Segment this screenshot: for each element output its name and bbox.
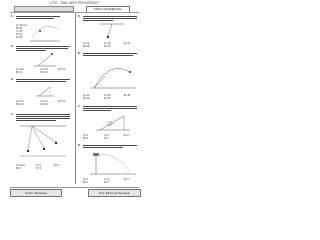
question-8-diagram xyxy=(90,150,136,176)
footer-divider xyxy=(10,187,139,188)
question-7-text-line xyxy=(83,110,111,111)
question-5-text-line xyxy=(83,20,113,21)
question-2-text-line xyxy=(16,48,68,49)
question-3-diagram xyxy=(36,84,54,98)
question-7-option-d: D) 7 xyxy=(104,137,109,140)
question-3-option-d: D) 5√3 xyxy=(40,103,48,106)
question-8-option-a: A) 3 xyxy=(83,178,88,181)
question-4-option-a: A) 4m/s xyxy=(16,164,25,167)
question-3-option-c: C) 4√3 xyxy=(40,100,48,103)
question-1-option-b: B) 30 xyxy=(16,27,23,30)
question-5-number: 5. xyxy=(78,14,81,18)
footer-teacher-label: Prof. Efraín de Pomarejo xyxy=(88,189,141,197)
question-4-option-b: B) 6 xyxy=(16,167,21,170)
question-3-number: 3. xyxy=(11,77,14,81)
question-1-option-d: D) 40 xyxy=(16,33,23,36)
question-3-text-line xyxy=(16,81,66,82)
question-8-text-line xyxy=(83,145,137,146)
question-5-text-line xyxy=(83,18,137,19)
question-7-text-line xyxy=(83,106,137,107)
question-6-text-line xyxy=(83,55,133,56)
question-3-option-e: E) 6√3 xyxy=(58,100,66,103)
question-6-diagram xyxy=(90,58,136,92)
question-2-text-line xyxy=(16,50,46,51)
question-1-option-e: E) 50 xyxy=(16,36,23,39)
question-7-option-c: C) 6 xyxy=(104,134,109,137)
subject-label: FÍSICA ELEMENTAL xyxy=(86,6,130,13)
question-2-option-a: A) 3√3 xyxy=(16,68,24,71)
question-4-diagram xyxy=(18,124,68,160)
question-2-option-c: C) 4√3 xyxy=(40,68,48,71)
question-3-option-a: A) 3√3 xyxy=(16,100,24,103)
question-3-text-line xyxy=(16,79,70,80)
question-7-option-e: E) 8 xyxy=(124,134,129,137)
question-4-text-line xyxy=(16,116,70,117)
question-4-option-e: E) 8 xyxy=(54,164,59,167)
question-5-option-c: C) 18 xyxy=(104,42,111,45)
question-4-text-line xyxy=(16,114,70,115)
question-2-diagram xyxy=(34,52,56,68)
question-8-option-b: B) 5 xyxy=(83,181,88,184)
question-2-number: 2. xyxy=(11,44,14,48)
question-5-option-d: D) 20 xyxy=(104,45,111,48)
question-3-option-b: B) 2√3 xyxy=(16,103,24,106)
question-8-text-line xyxy=(83,147,123,148)
question-2-text-line xyxy=(16,46,70,47)
question-7-text-line xyxy=(83,108,137,109)
question-6-number: 6. xyxy=(78,51,81,55)
question-2-option-b: B) √3 xyxy=(16,71,23,74)
question-8-option-c: C) 4 xyxy=(104,178,109,181)
question-4-text-line xyxy=(16,118,70,119)
question-5-option-b: B) 15 xyxy=(83,45,90,48)
question-6-option-e: E) 30 xyxy=(124,94,131,97)
question-1-option-a: A) 10 m/s xyxy=(16,24,28,27)
exam-page xyxy=(0,0,149,198)
question-5-diagram xyxy=(98,22,126,40)
question-7-number: 7. xyxy=(78,104,81,108)
question-1-option-c: C) 20 xyxy=(16,30,23,33)
question-1-diagram xyxy=(30,19,60,49)
question-6-option-b: B) 15 xyxy=(83,97,90,100)
question-8-number: 8. xyxy=(78,143,81,147)
question-1-number: 1. xyxy=(11,14,14,18)
question-6-option-a: A) 10 xyxy=(83,94,90,97)
question-7-option-b: B) 5 xyxy=(83,137,88,140)
footer-course-label: Física / Mecánica xyxy=(10,189,62,197)
school-title: "I.P.E. 'SAN INÉS PROGRESO'" xyxy=(48,1,101,5)
question-4-option-c: C) 5 xyxy=(36,164,41,167)
question-5-option-a: A) 12 xyxy=(83,42,90,45)
question-5-text-line xyxy=(83,16,137,17)
question-4-option-d: D) 3 xyxy=(36,167,41,170)
question-7-option-a: A) 4 xyxy=(83,134,88,137)
question-6-option-c: C) 20 xyxy=(104,94,111,97)
question-8-option-e: E) 6 xyxy=(124,178,129,181)
question-8-option-d: D) 7 xyxy=(104,181,109,184)
question-1-text-line xyxy=(16,16,60,17)
question-2-option-e: E) 6√3 xyxy=(58,68,66,71)
question-4-text-line xyxy=(16,120,56,121)
question-4-number: 4. xyxy=(11,112,14,116)
question-7-diagram xyxy=(96,112,130,132)
question-5-option-e: E) 24 xyxy=(124,42,131,45)
question-6-text-line xyxy=(83,53,137,54)
question-6-option-d: D) 25 xyxy=(104,97,111,100)
question-2-option-d: D) 5√3 xyxy=(40,71,48,74)
